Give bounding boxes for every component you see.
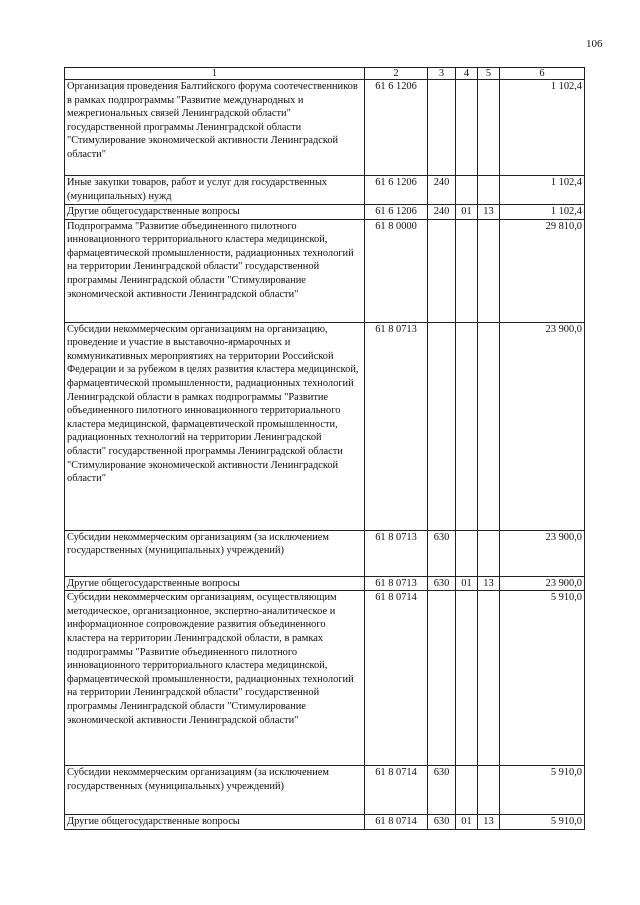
row-rz [456,530,478,576]
header-cell-2: 2 [365,68,428,80]
row-code: 61 6 1206 [365,205,428,220]
table-row [65,205,585,220]
row-code: 61 6 1206 [365,80,428,176]
row-vr: 240 [428,176,456,205]
row-sum: 1 102,4 [500,80,585,176]
row-vr: 630 [428,815,456,830]
row-pr [478,766,500,815]
row-vr [428,80,456,176]
row-pr: 13 [478,815,500,830]
row-pr: 13 [478,576,500,591]
row-code: 61 8 0000 [365,219,428,322]
row-vr: 630 [428,766,456,815]
header-cell-3: 3 [428,68,456,80]
table-row [65,576,585,591]
row-rz [456,176,478,205]
table-header-row [65,68,585,80]
row-vr [428,322,456,530]
row-sum: 23 900,0 [500,576,585,591]
row-name: Другие общегосударственные вопросы [65,576,365,591]
table-row [65,766,585,815]
table-row [65,80,585,176]
row-vr: 630 [428,530,456,576]
row-code: 61 8 0713 [365,576,428,591]
row-pr [478,591,500,766]
header-cell-1: 1 [65,68,365,80]
row-name: Субсидии некоммерческим организациям, осуществляющим методическое, организационное, экспертно-аналитическое и информационное сопровождение развития объединенного кластера на территории Ленинградской области, в рамках подпрограммы "Развитие объединенного пилотного инновационного территориального кластера медицинской, фармацевтической промышленности, радиационных технологий на территории Ленинградской области" государственной программы Ленинградской области "Стимулирование экономической активности Ленинградской области" [65,591,365,766]
row-pr [478,176,500,205]
row-vr: 240 [428,205,456,220]
row-code: 61 6 1206 [365,176,428,205]
row-sum: 23 900,0 [500,530,585,576]
row-name: Субсидии некоммерческим организациям (за исключением государственных (муниципальных) учреждений) [65,530,365,576]
row-sum: 5 910,0 [500,815,585,830]
row-name: Другие общегосударственные вопросы [65,815,365,830]
row-code: 61 8 0713 [365,322,428,530]
row-name: Иные закупки товаров, работ и услуг для государственных (муниципальных) нужд [65,176,365,205]
row-rz [456,766,478,815]
table-row [65,815,585,830]
row-vr [428,591,456,766]
row-rz [456,591,478,766]
table-row [65,530,585,576]
header-cell-4: 4 [456,68,478,80]
budget-table [64,67,585,830]
row-pr [478,530,500,576]
row-rz: 01 [456,576,478,591]
row-vr: 630 [428,576,456,591]
row-sum: 29 810,0 [500,219,585,322]
row-vr [428,219,456,322]
table-row [65,176,585,205]
row-rz: 01 [456,815,478,830]
row-name: Субсидии некоммерческим организациям на организацию, проведение и участие в выставочно-ярмарочных и коммуникативных мероприятиях на территории Российской Федерации и за рубежом в целях развития кластера медицинской, фармацевтической промышленности, радиационных технологий Ленинградской области в рамках подпрограммы "Развитие объединенного пилотного инновационного территориального кластера медицинской, фармацевтической промышленности, радиационных технологий на территории Ленинградской области" государственной программы Ленинградской области "Стимулирование экономической активности Ленинградской области" [65,322,365,530]
row-code: 61 8 0714 [365,591,428,766]
table-row [65,219,585,322]
row-code: 61 8 0713 [365,530,428,576]
header-cell-6: 6 [500,68,585,80]
row-sum: 5 910,0 [500,591,585,766]
row-sum: 1 102,4 [500,176,585,205]
row-pr [478,219,500,322]
row-name: Организация проведения Балтийского форума соотечественников в рамках подпрограммы "Развитие международных и межрегиональных связей Ленинградской области" государственной программы Ленинградской области "Стимулирование экономической активности Ленинградской области" [65,80,365,176]
row-pr: 13 [478,205,500,220]
row-sum: 23 900,0 [500,322,585,530]
header-cell-5: 5 [478,68,500,80]
table-row [65,591,585,766]
row-rz [456,322,478,530]
row-sum: 1 102,4 [500,205,585,220]
row-rz [456,219,478,322]
row-name: Подпрограмма "Развитие объединенного пилотного инновационного территориального кластера медицинской, фармацевтической промышленности, радиационных технологий на территории Ленинградской области" государственной программы Ленинградской области "Стимулирование экономической активности Ленинградской области" [65,219,365,322]
row-rz: 01 [456,205,478,220]
table-row [65,322,585,530]
row-name: Субсидии некоммерческим организациям (за исключением государственных (муниципальных) учреждений) [65,766,365,815]
row-sum: 5 910,0 [500,766,585,815]
row-rz [456,80,478,176]
row-pr [478,80,500,176]
row-name: Другие общегосударственные вопросы [65,205,365,220]
row-code: 61 8 0714 [365,766,428,815]
row-code: 61 8 0714 [365,815,428,830]
row-pr [478,322,500,530]
page-number: 106 [586,38,603,50]
